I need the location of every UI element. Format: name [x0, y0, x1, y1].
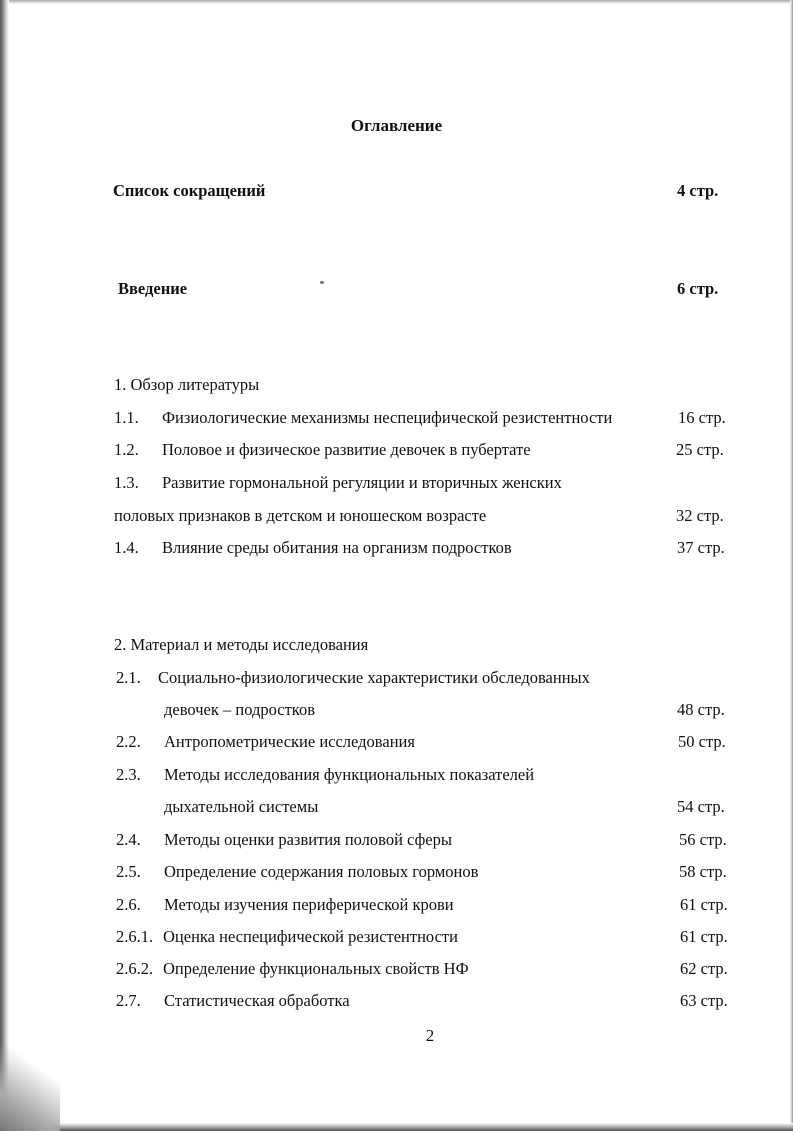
toc-entry	[0, 989, 793, 1013]
toc-entry-label: Антропометрические исследования	[164, 732, 415, 751]
toc-chapter-heading	[0, 633, 793, 657]
toc-entry-number: 1.1.	[114, 408, 139, 427]
page-title: Оглавление	[350, 116, 443, 135]
toc-entry-label: Методы исследования функциональных показателей	[164, 765, 535, 784]
toc-entry-page: 61 стр.	[680, 927, 728, 946]
toc-entry-label: Оценка неспецифической резистентности	[163, 927, 458, 946]
toc-entry-number: 2.4.	[116, 830, 141, 849]
toc-entry-page: 62 стр.	[680, 959, 728, 978]
toc-entry-page: 25 стр.	[676, 440, 724, 459]
toc-entry-number: 2.5.	[116, 862, 141, 881]
toc-entry-label: Список сокращений	[113, 181, 266, 200]
toc-entry-label: Социально-физиологические характеристики обследованных	[158, 668, 590, 687]
toc-entry-page: 6 стр.	[677, 279, 719, 298]
toc-entry	[0, 860, 793, 884]
toc-entry-label: Определение функциональных свойств НФ	[163, 959, 469, 978]
toc-entry-page: 50 стр.	[678, 732, 726, 751]
toc-entry-label: Половое и физическое развитие девочек в пубертате	[162, 440, 531, 459]
toc-entry-number: 2.2.	[116, 732, 141, 751]
toc-entry-introduction	[0, 277, 793, 301]
toc-entry-number: 2.6.1.	[116, 927, 154, 946]
toc-entry-label: Методы изучения периферической крови	[164, 895, 454, 914]
toc-entry-number: 1.4.	[114, 538, 139, 557]
toc-entry-page: 58 стр.	[679, 862, 727, 881]
toc-entry	[0, 471, 793, 495]
toc-entry	[0, 666, 793, 690]
toc-entry-number: 1.2.	[114, 440, 139, 459]
toc-entry	[0, 828, 793, 852]
toc-entry-number: 2.3.	[116, 765, 141, 784]
toc-entry-label: Влияние среды обитания на организм подростков	[162, 538, 512, 557]
toc-entry-page: 16 стр.	[678, 408, 726, 427]
toc-entry	[0, 406, 793, 430]
toc-entry-continuation	[0, 698, 793, 722]
scan-edge-bottom	[0, 1123, 793, 1131]
toc-entry-label-continuation: дыхательной системы	[164, 797, 319, 816]
toc-entry	[0, 925, 793, 949]
toc-entry-page: 54 стр.	[677, 797, 725, 816]
toc-entry-number: 2.1.	[116, 668, 141, 687]
toc-entry-label: Методы оценки развития половой сферы	[164, 830, 452, 849]
toc-entry-page: 37 стр.	[677, 538, 725, 557]
toc-entry-page: 4 стр.	[677, 181, 719, 200]
toc-entry-label: Развитие гормональной регуляции и вторичных женских	[162, 473, 562, 492]
toc-entry-page: 48 стр.	[677, 700, 725, 719]
toc-entry	[0, 536, 793, 560]
toc-entry-abbreviations	[0, 179, 793, 203]
chapter-heading-text: 2. Материал и методы исследования	[114, 635, 369, 654]
page-number: 2	[425, 1026, 435, 1045]
toc-entry	[0, 438, 793, 462]
toc-entry-page: 61 стр.	[680, 895, 728, 914]
toc-entry-number: 1.3.	[114, 473, 139, 492]
toc-entry-page: 32 стр.	[676, 506, 724, 525]
toc-entry-label: Статистическая обработка	[164, 991, 350, 1010]
toc-entry	[0, 893, 793, 917]
toc-entry-page: 63 стр.	[680, 991, 728, 1010]
toc-entry-label-continuation: девочек – подростков	[164, 700, 316, 719]
toc-entry	[0, 730, 793, 754]
toc-entry	[0, 957, 793, 981]
toc-entry-label: Определение содержания половых гормонов	[164, 862, 479, 881]
toc-entry-label: Введение	[118, 279, 188, 298]
toc-entry-number: 2.7.	[116, 991, 141, 1010]
scan-edge-top	[0, 0, 793, 4]
toc-entry-page: 56 стр.	[679, 830, 727, 849]
toc-entry-number: 2.6.2.	[116, 959, 154, 978]
toc-entry-continuation	[0, 504, 793, 528]
chapter-heading-text: 1. Обзор литературы	[114, 375, 260, 394]
toc-entry-continuation	[0, 795, 793, 819]
toc-entry	[0, 763, 793, 787]
toc-chapter-heading	[0, 373, 793, 397]
toc-entry-label-continuation: половых признаков в детском и юношеском возрасте	[114, 506, 487, 525]
toc-entry-number: 2.6.	[116, 895, 141, 914]
toc-entry-label: Физиологические механизмы неспецифической резистентности	[162, 408, 613, 427]
